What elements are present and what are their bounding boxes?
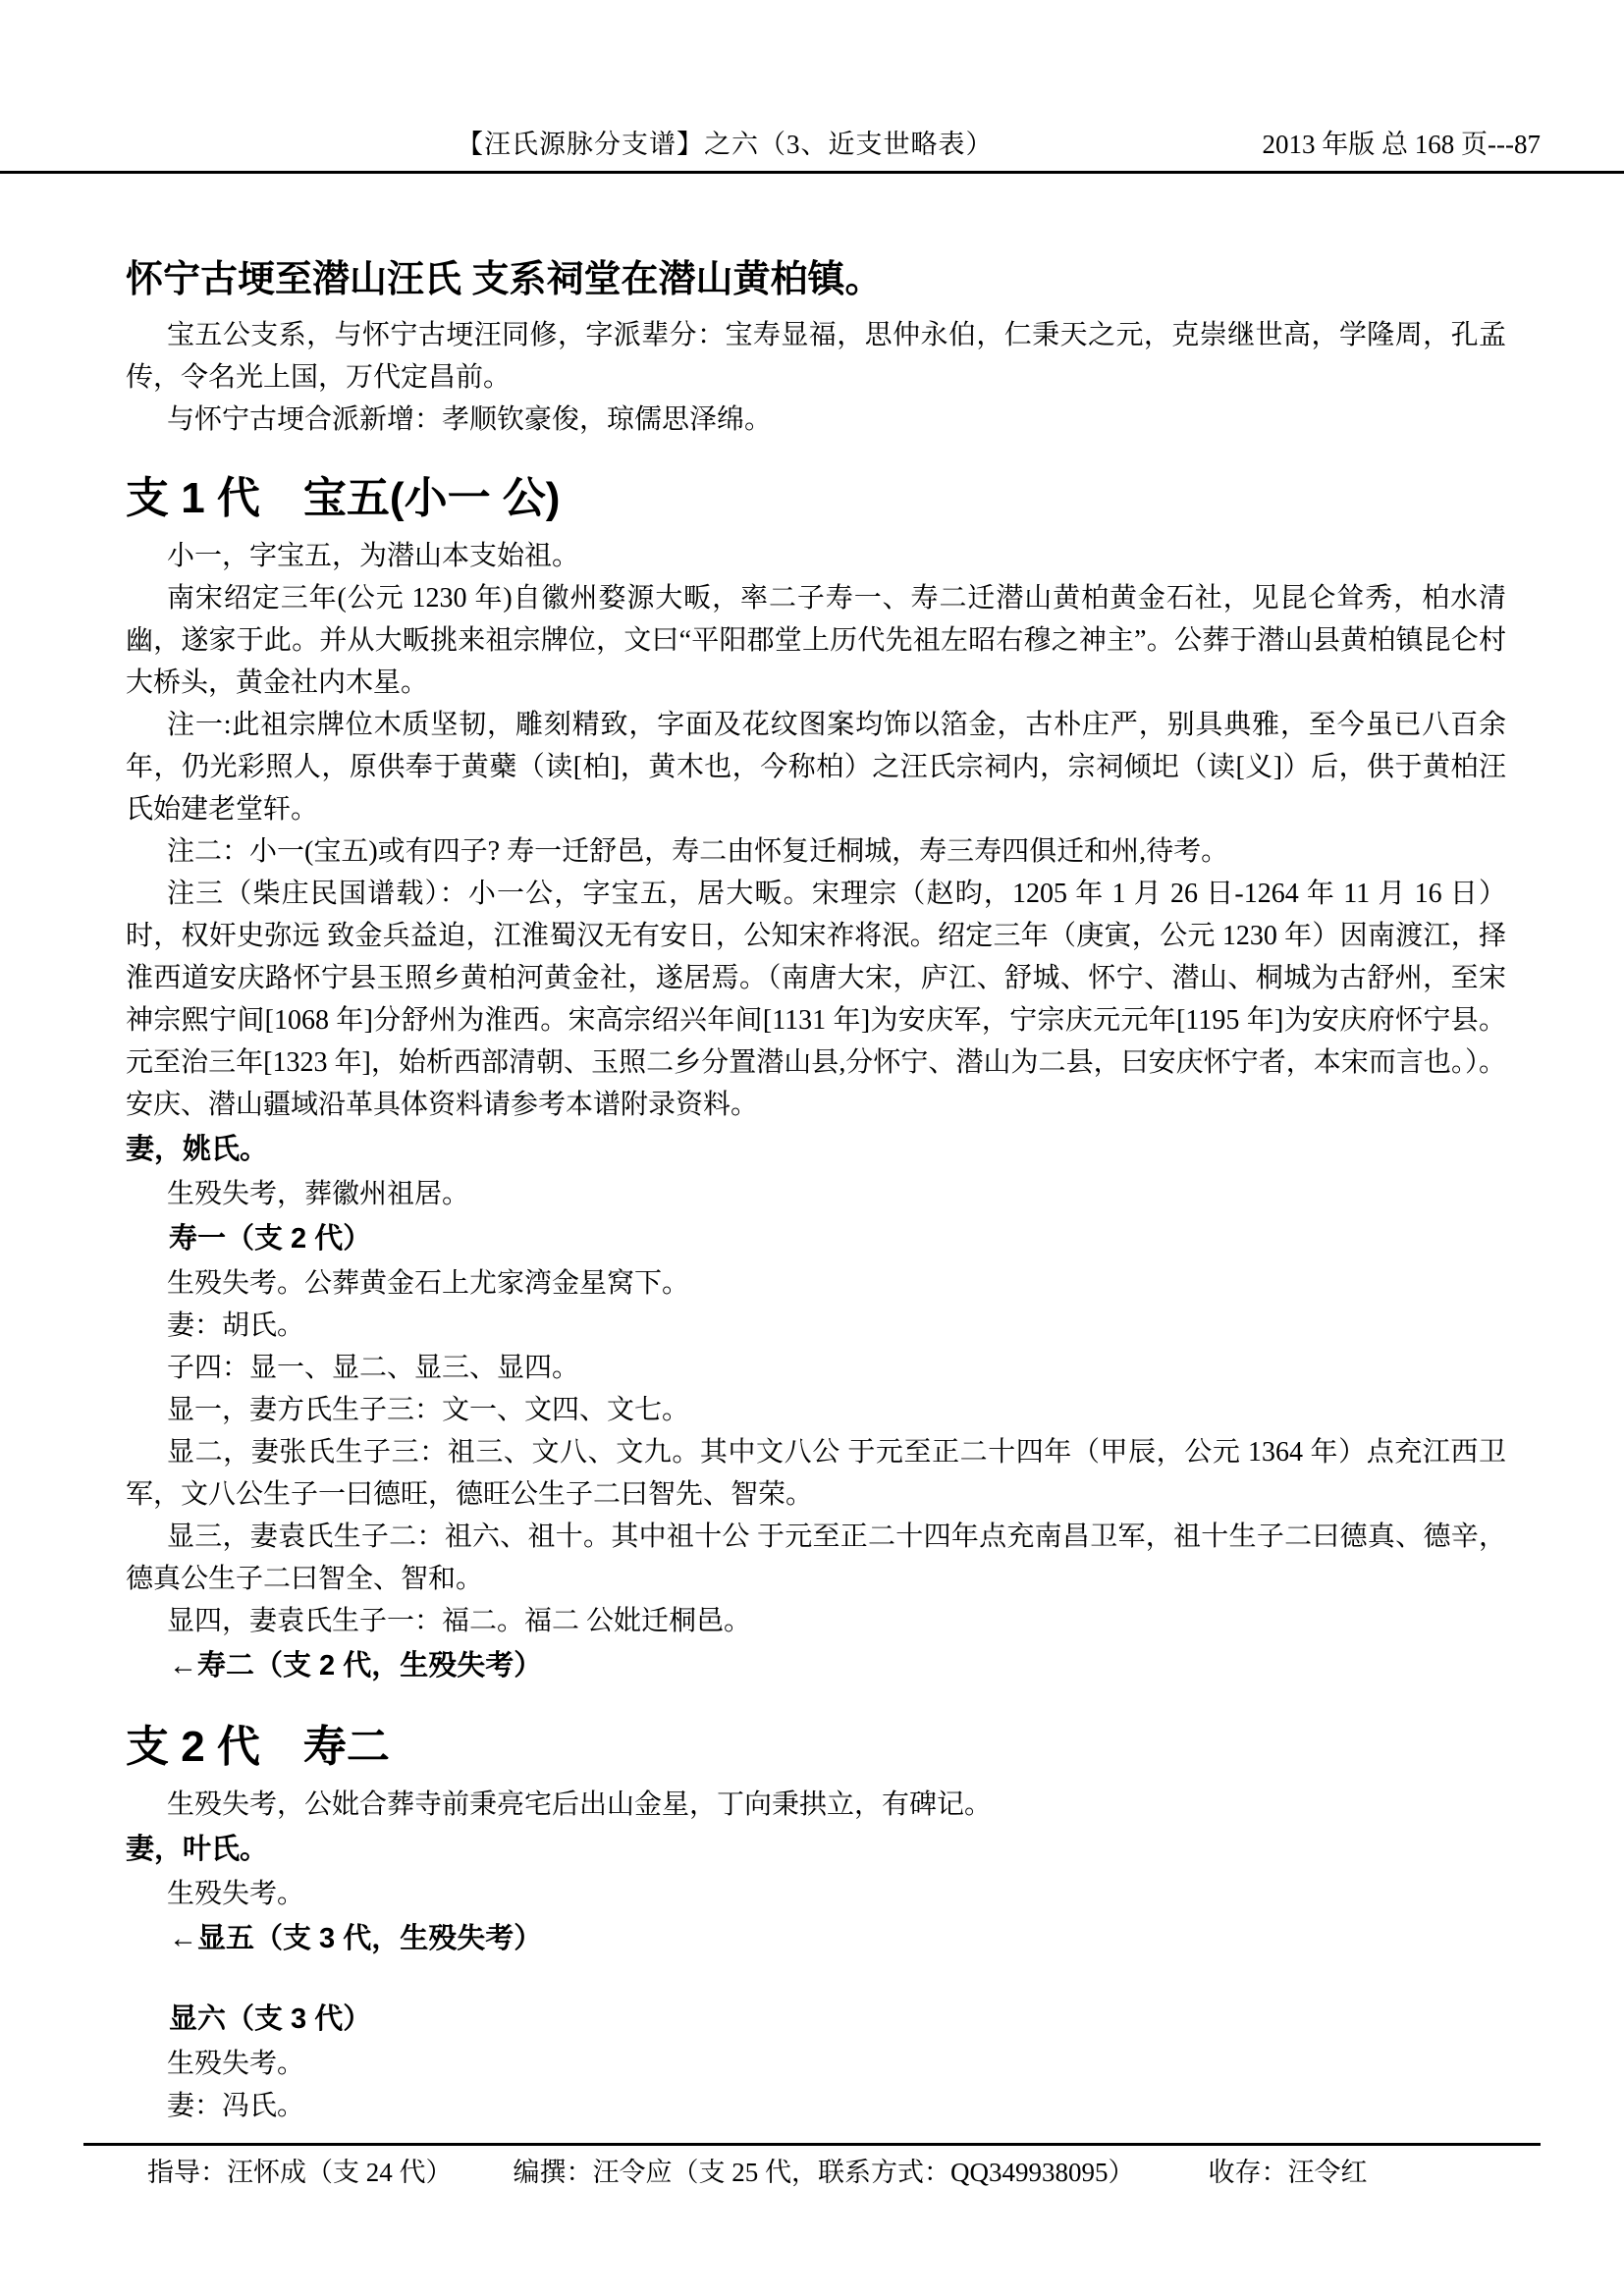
spouse-line: 妻，姚氏。 [126,1134,269,1165]
paragraph: 注三（柴庄民国谱载）：小一公，字宝五，居大畈。宋理宗（赵昀，1205 年 1 月 26 日-1264 年 11 月 16 日）时，权奸史弥远 致金兵益迫，江淮蜀汉无有安日，公知宋祚将泯。绍定三年（庚寅，公元 1230 年）因南渡江，择淮西道安庆路怀宁县玉照乡黄柏河黄金社，遂居焉。（南唐大宋，庐江、舒城、怀宁、潜山、桐城为古舒州，至宋神宗熙宁间[1068 年]分舒州为淮西。宋高宗绍兴年间[1131 年]为安庆军，宁宗庆元元年[1195 年]为安庆府怀宁县。元至治三年[1323 年]，始析西部清朝、玉照二乡分置潜山县,分怀宁、潜山为二县，曰安庆怀宁者，本宋而言也。）。安庆、潜山疆域沿革具体资料请参考本谱附录资料。 [126,879,1506,1120]
paragraph: 宝五公支系，与怀宁古埂汪同修，字派辈分：宝寿显福，思仲永伯，仁秉天之元，克崇继世高，学隆周，孔孟传，令名光上国，万代定昌前。 [126,320,1506,393]
page-footer [83,2143,1541,2189]
paragraph: 妻：冯氏。 [167,2091,305,2121]
paragraph: 注二：小一(宝五)或有四子? 寿一迁舒邑，寿二由怀复迁桐城，寿三寿四俱迁和州,待考。 [167,836,1229,867]
paragraph: 显一，妻方氏生子三：文一、文四、文七。 [167,1395,690,1425]
paragraph: 小一，字宝五，为潜山本支始祖。 [167,541,580,571]
generation-heading: 支 2 代 寿二 [126,1723,390,1771]
document-title: 怀宁古埂至潜山汪氏 支系祠堂在潜山黄柏镇。 [126,259,883,300]
paragraph: 显二，妻张氏生子三：祖三、文八、文九。其中文八公 于元至正二十四年（甲辰，公元 1364 年）点充江西卫军，文八公生子一曰德旺，德旺公生子二曰智先、智荣。 [126,1437,1506,1510]
footer-keeper: 收存：汪令红 [1208,2158,1368,2187]
edition-page-number: 2013 年版 总 168 页---87 [1262,130,1541,159]
branch-heading: ←寿二（支 2 代，生殁失考） [169,1650,543,1682]
spouse-line: 妻，叶氏。 [126,1834,269,1865]
paragraph: 显三，妻袁氏生子二：祖六、祖十。其中祖十公 于元至正二十四年点充南昌卫军，祖十生子二曰德真、德辛，德真公生子二曰智全、智和。 [126,1522,1506,1594]
book-title: 【汪氏源脉分支谱】之六（3、近支世略表） [457,130,994,159]
page-header [0,0,1624,174]
paragraph: 生殁失考。公葬黄金石上尤家湾金星窝下。 [167,1268,690,1299]
paragraph: 与怀宁古埂合派新增：孝顺钦豪俊，琼儒思泽绵。 [167,404,773,435]
branch-heading: 寿一（支 2 代） [169,1223,372,1255]
paragraph: 显四，妻袁氏生子一：福二。福二 公妣迁桐邑。 [167,1606,752,1636]
footer-editor: 编撰：汪令应（支 25 代，联系方式：QQ349938095） [513,2158,1135,2187]
branch-heading: 显六（支 3 代） [169,2003,372,2035]
branch-heading: ←显五（支 3 代，生殁失考） [169,1923,543,1954]
paragraph: 生殁失考。 [167,1879,305,1909]
document-body [126,257,1506,2127]
paragraph: 生殁失考。 [167,2049,305,2079]
paragraph: 生殁失考，公妣合葬寺前秉亮宅后出山金星，丁向秉拱立，有碑记。 [167,1789,993,1820]
generation-heading: 支 1 代 宝五(小一 公) [126,474,561,522]
paragraph: 南宋绍定三年(公元 1230 年)自徽州婺源大畈，率二子寿一、寿二迁潜山黄柏黄金石社，见昆仑耸秀，柏水清幽，遂家于此。并从大畈挑来祖宗牌位，文曰“平阳郡堂上历代先祖左昭右穆之神主”。公葬于潜山县黄柏镇昆仑村大桥头，黄金社内木星。 [126,583,1506,698]
spacer [126,1962,1506,1996]
paragraph: 妻：胡氏。 [167,1310,305,1341]
paragraph: 注一:此祖宗牌位木质坚韧，雕刻精致，字面及花纹图案均饰以箔金，古朴庄严，别具典雅，至今虽已八百余年，仍光彩照人，原供奉于黄蘗（读[柏]，黄木也，今称柏）之汪氏宗祠内，宗祠倾圯（读[义]）后，供于黄柏汪氏始建老堂轩。 [126,710,1506,825]
footer-guide: 指导：汪怀成（支 24 代） [147,2158,453,2187]
paragraph: 子四：显一、显二、显三、显四。 [167,1353,580,1383]
paragraph: 生殁失考，葬徽州祖居。 [167,1179,470,1209]
